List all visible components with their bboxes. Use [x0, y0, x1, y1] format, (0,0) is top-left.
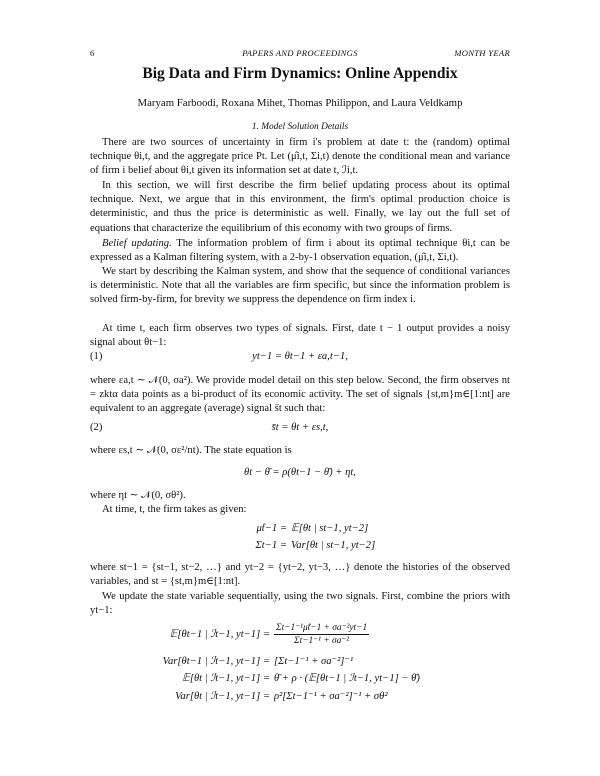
paragraph-5: At time t, each firm observes two types of signals. First, date t − 1 output provides a noisy signal about θt−1: — [90, 323, 510, 349]
update-1-denominator: Σt−1⁻¹ + σa⁻² — [294, 636, 350, 646]
state-equation: θt − θ̄ = ρ(θt−1 − θ̄) + ηt, — [244, 467, 356, 478]
paragraph-heading: Belief updating. — [102, 238, 172, 249]
update-1-fraction — [274, 622, 369, 647]
paper-title: Big Data and Firm Dynamics: Online Appendix — [142, 65, 458, 82]
given-mu-lhs: μ̂t−1 = — [256, 523, 287, 534]
paragraph-10: where st−1 = {st−1, st−2, …} and yt−2 = {yt−2, yt−3, …} denote the histories of the observed variables, and st = {st,m}m∈[1:nt]. — [90, 562, 510, 588]
given-mu-rhs: 𝔼[θt | st−1, yt−2] — [291, 523, 369, 534]
issue-date: MONTH YEAR — [454, 48, 510, 58]
journal-name: PAPERS AND PROCEEDINGS — [242, 48, 358, 58]
equation-body: s̄t = θt + εs,t, — [271, 422, 329, 433]
paragraph-6: where εa,t ∼ 𝒩(0, σa²). We provide model detail on this step below. Second, the firm observes nt = zktα data points as a bi-product of its economic activity. The set of signals {st,m}m∈[1:nt] are equivalent to an aggregate (average) signal s̄t such that: — [90, 375, 510, 415]
given-sigma-lhs: Σt−1 = — [255, 540, 287, 551]
equation-1 — [90, 350, 510, 365]
paragraph-7: where εs,t ∼ 𝒩(0, σε²/nt). The state equation is — [90, 445, 292, 456]
running-header — [90, 46, 510, 58]
section-heading: 1. Model Solution Details — [251, 122, 349, 132]
update-3-lhs: 𝔼[θt | ℐt−1, yt−1] = — [182, 673, 270, 684]
page-number: 6 — [90, 48, 95, 58]
update-2-lhs: Var[θt−1 | ℐt−1, yt−1] = — [162, 656, 270, 667]
paragraph-1: There are two sources of uncertainty in firm i's problem at date t: the (random) optimal technique θi,t, and the aggregate price Pt. Let (μ̂i,t, Σi,t) denote the conditional mean and variance of firm i belief about θi,t given its information set at date t, ℐi,t. — [90, 137, 510, 177]
update-4-rhs: ρ²[Σt−1⁻¹ + σa⁻²]⁻¹ + σθ² — [274, 691, 388, 702]
update-1-rhs — [274, 622, 369, 647]
given-sigma-rhs: Var[θt | st−1, yt−2] — [291, 540, 376, 551]
update-1-lhs: 𝔼[θt−1 | ℐt−1, yt−1] = — [169, 629, 270, 640]
equation-body: yt−1 = θt−1 + εa,t−1, — [252, 351, 348, 362]
author-list: Maryam Farboodi, Roxana Mihet, Thomas Philippon, and Laura Veldkamp — [137, 97, 463, 109]
paragraph-11: We update the state variable sequentially, using the two signals. First, combine the priors with yt−1: — [90, 591, 510, 617]
given-equations — [90, 522, 510, 556]
update-3-rhs: θ̄ + ρ · (𝔼[θt−1 | ℐt−1, yt−1] − θ̄) — [274, 673, 420, 684]
paragraph-4: We start by describing the Kalman system, and show that the sequence of conditional variances is deterministic. Note that all the variables are firm specific, but since the information problem is solved firm-by-firm, for brevity we suppress the dependence on firm index i. — [90, 266, 510, 306]
paragraph-8: where ηt ∼ 𝒩(0, σθ²). — [90, 490, 186, 501]
equation-number: (1) — [90, 351, 103, 362]
update-4-lhs: Var[θt | ℐt−1, yt−1] = — [175, 691, 270, 702]
paragraph-3 — [90, 237, 510, 265]
update-equations — [90, 622, 510, 722]
update-1-numerator: Σt−1⁻¹μ̂t−1 + σa⁻²yt−1 — [276, 623, 368, 633]
equation-number: (2) — [90, 422, 103, 433]
equation-2 — [90, 421, 510, 436]
update-2-rhs: [Σt−1⁻¹ + σa⁻²]⁻¹ — [274, 656, 354, 667]
paragraph-3-text: The information problem of firm i about its optimal technique θi,t can be expressed as a Kalman filtering system, with a 2-by-1 observation equation, (μ̂i,t, Σi,t). — [90, 238, 510, 264]
paragraph-9: At time, t, the firm takes as given: — [102, 504, 247, 515]
paragraph-2: In this section, we will first describe the firm belief updating process about its optimal technique. Next, we argue that in this environment, the firm's optimal production choice is deterministic, and thus the price is deterministic as well. Finally, we lay out the full set of equations that characterize the equilibrium of this economy with two groups of firms. — [90, 180, 510, 234]
